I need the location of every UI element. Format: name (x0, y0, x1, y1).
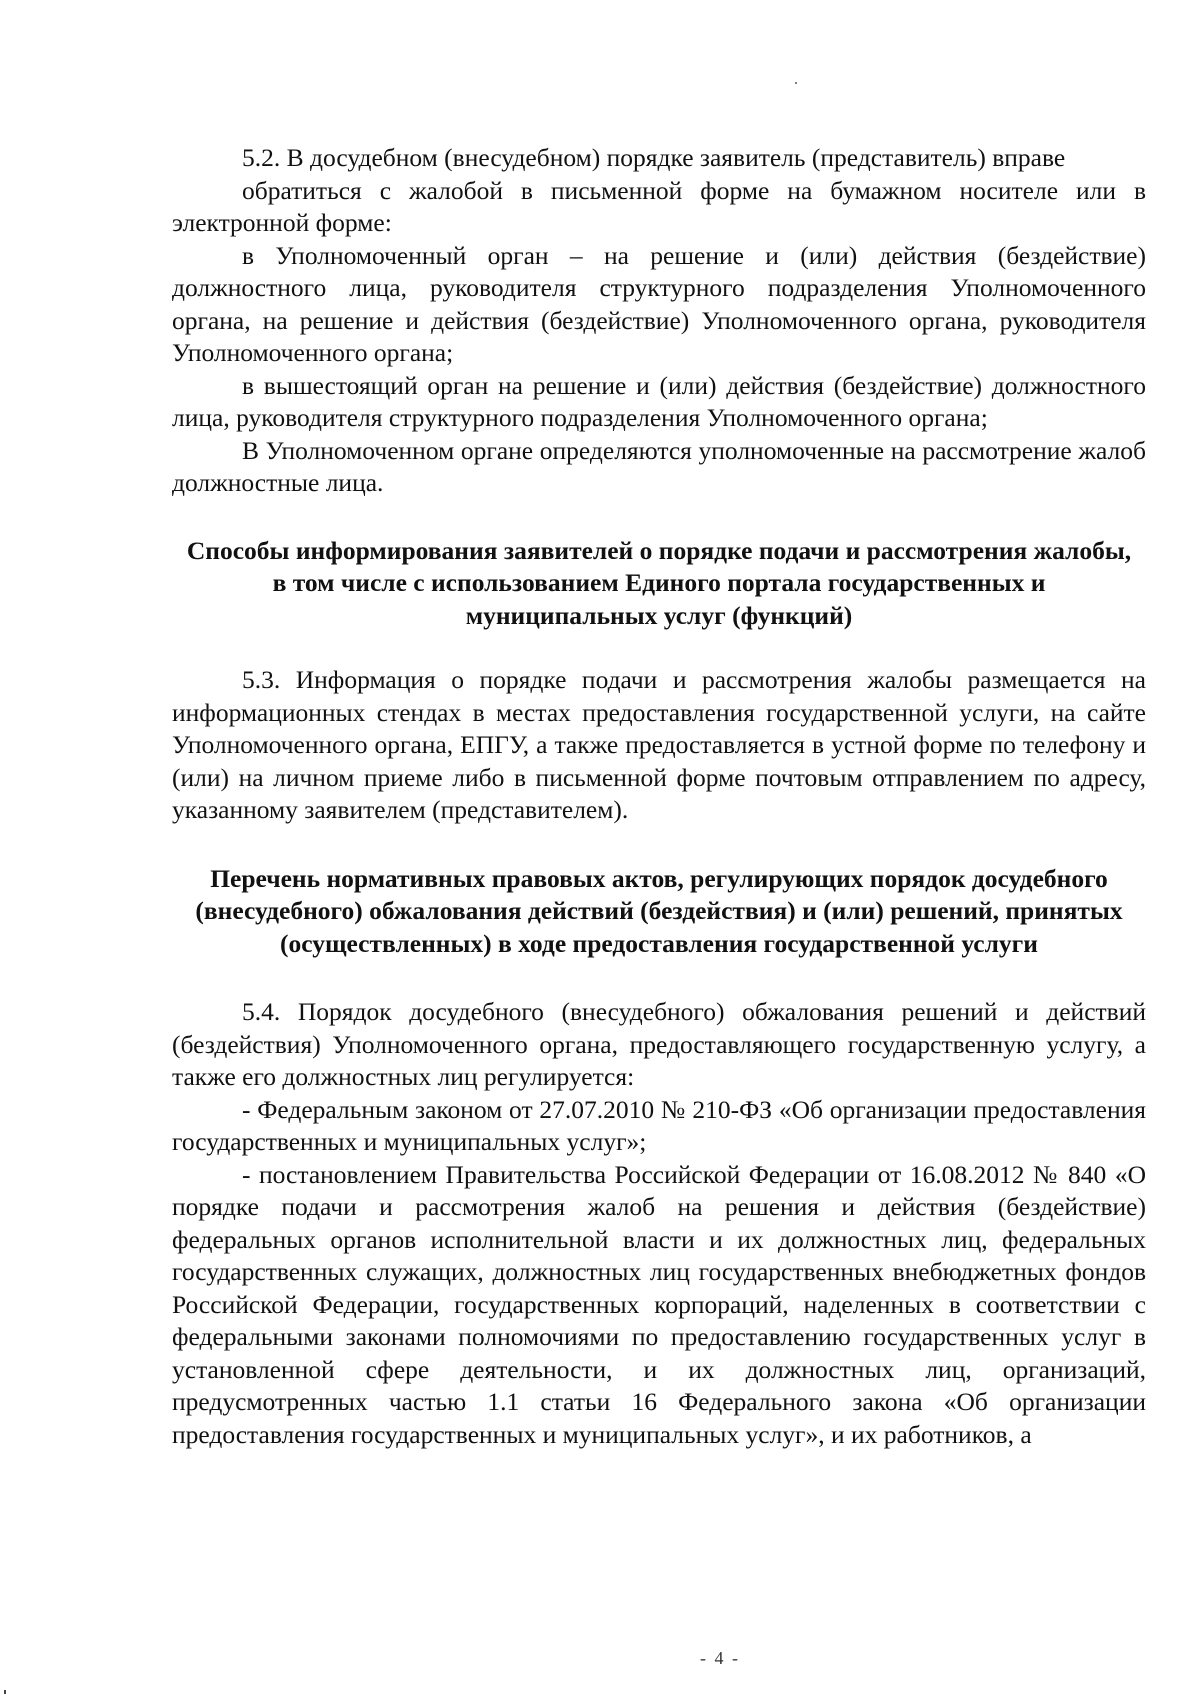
paragraph-5-3: 5.3. Информация о порядке подачи и рассмотрения жалобы размещается на информационных стендах в местах предоставления государственной услуги, на сайте Уполномоченного органа, ЕПГУ, а также предоставляется в устной форме по телефону и (или) на личном приеме либо в письменной форме почтовым отправлением по адресу, указанному заявителем (представителем). (172, 665, 1146, 824)
paragraph-5-2-item-3: В Уполномоченном органе определяются уполномоченные на рассмотрение жалоб должностные лица. (172, 435, 1146, 497)
scan-speck (795, 82, 797, 84)
paragraph-5-2-item-1: в Уполномоченный орган – на решение и (или) действия (бездействие) должностного лица, руководителя структурного подразделения Уполномоченного органа, на решение и действия (бездействие) Уполномоченного органа, руководителя Уполномоченного органа; (172, 240, 1146, 367)
section-heading-legal-acts: Перечень нормативных правовых актов, регулирующих порядок досудебного (внесудебного) обжалования действий (бездействия) и (или) решений, принятых (осуществленных) в ходе предоставления государственной услуги (195, 863, 1123, 958)
page-number: - 4 - (700, 1648, 740, 1668)
paragraph-5-2-title: 5.2. В досудебном (внесудебном) порядке заявитель (представитель) вправе (242, 143, 1066, 172)
paragraph-5-2-text: обратиться с жалобой в письменной форме на бумажном носителе или в электронной форме: (172, 175, 1146, 237)
paragraph-5-4-item-1: - Федеральным законом от 27.07.2010 № 210-ФЗ «Об организации предоставления государственных и муниципальных услуг»; (172, 1094, 1146, 1156)
paragraph-5-4-intro: 5.4. Порядок досудебного (внесудебного) обжалования решений и действий (бездействия) Уполномоченного органа, предоставляющего государственную услугу, а также его должностных лиц регулируется: (172, 997, 1146, 1091)
section-heading-informing: Способы информирования заявителей о порядке подачи и рассмотрения жалобы, в том числе с использованием Единого портала государственных и муниципальных услуг (функций) (186, 535, 1132, 630)
document-page (172, 142, 1146, 1451)
scan-mark (4, 1690, 6, 1694)
paragraph-5-2-item-2: в вышестоящий орган на решение и (или) действия (бездействие) должностного лица, руководителя структурного подразделения Уполномоченного органа; (172, 370, 1146, 432)
paragraph-5-4-item-2: - постановлением Правительства Российской Федерации от 16.08.2012 № 840 «О порядке подачи и рассмотрения жалоб на решения и действия (бездействие) федеральных органов исполнительной власти и их должностных лиц, федеральных государственных служащих, должностных лиц государственных внебюджетных фондов Российской Федерации, государственных корпораций, наделенных в соответствии с федеральными законами полномочиями по предоставлению государственных услуг в установленной сфере деятельности, и их должностных лиц, организаций, предусмотренных частью 1.1 статьи 16 Федерального закона «Об организации предоставления государственных и муниципальных услуг», и их работников, а (172, 1159, 1146, 1449)
